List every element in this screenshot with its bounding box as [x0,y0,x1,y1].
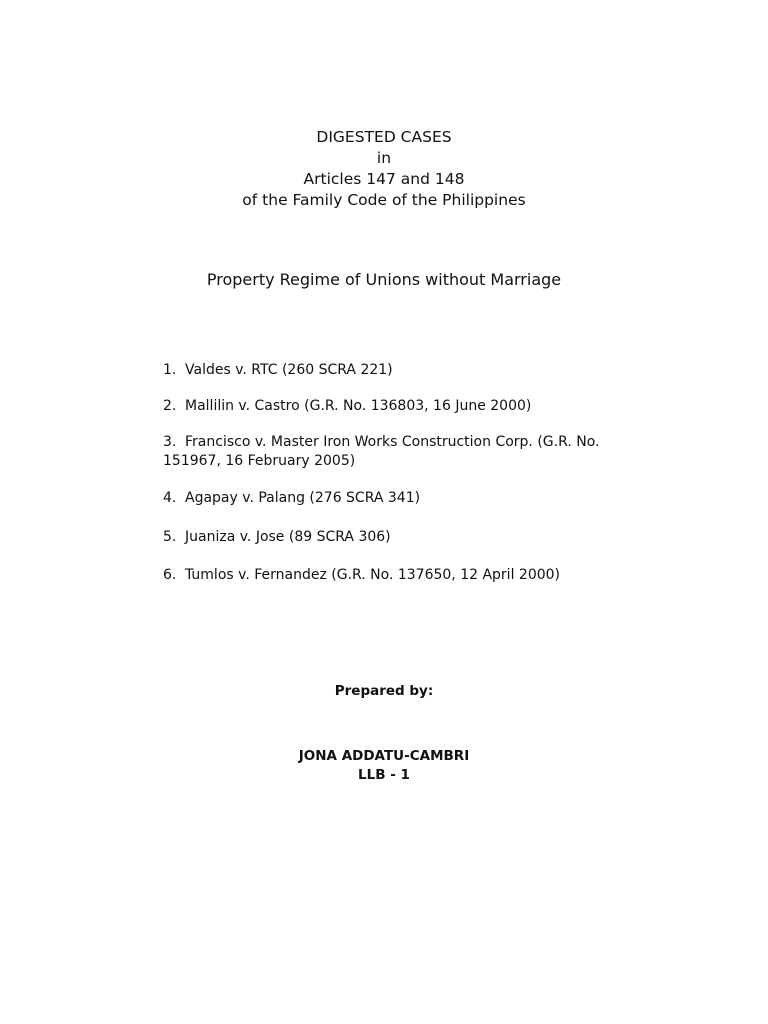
document-title [0,127,768,211]
case-number: 5. [163,529,177,545]
case-item [163,528,643,547]
case-number: 6. [163,567,177,583]
title-line-1: DIGESTED CASES [316,128,452,146]
document-subtitle: Property Regime of Unions without Marriage [206,270,562,289]
case-number: 1. [163,362,177,378]
author-class: LLB - 1 [358,767,410,783]
case-title: Tumlos v. Fernandez (G.R. No. 137650, 12 April 2000) [185,567,560,583]
case-number: 2. [163,398,177,414]
case-title: Valdes v. RTC (260 SCRA 221) [185,362,393,378]
case-title: Juaniza v. Jose (89 SCRA 306) [185,529,391,545]
case-item [163,397,643,416]
case-item [163,489,643,508]
title-line-3: Articles 147 and 148 [303,170,465,188]
case-number: 3. [163,434,177,450]
prepared-by-label: Prepared by: [334,683,434,699]
title-line-4: of the Family Code of the Philippines [242,191,526,209]
case-number: 4. [163,490,177,506]
author-name: JONA ADDATU-CAMBRI [298,748,470,764]
case-item [163,566,643,585]
case-item [163,433,643,471]
title-line-2: in [376,149,392,167]
case-title: Mallilin v. Castro (G.R. No. 136803, 16 June 2000) [185,398,532,414]
case-item [163,361,643,380]
author-block [0,747,768,785]
case-title: Agapay v. Palang (276 SCRA 341) [185,490,421,506]
case-title: Francisco v. Master Iron Works Construction Corp. (G.R. No. 151967, 16 February 2005) [163,434,600,469]
